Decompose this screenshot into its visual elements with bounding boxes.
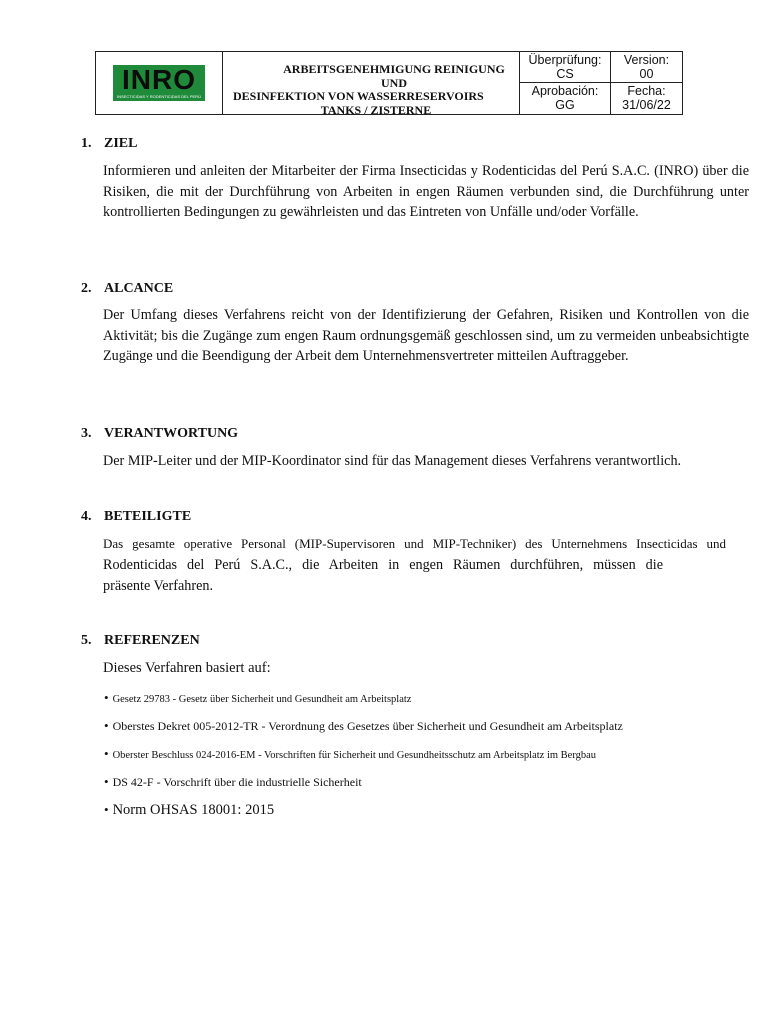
version-value: 00 [639, 67, 654, 81]
reference-item [104, 802, 274, 819]
date-label: Fecha: [627, 84, 666, 98]
section-text-alcance: Der Umfang dieses Verfahrens reicht von der Identifizierung der Gefahren, Risiken und Kontrollen von die Aktivität; bis die Zugänge zum engen Raum ordnungsgemäß geschlossen sind, um zu vermeiden unbeabsichtigte Zugänge und die Beendigung der Arbeit dem Unternehmensvertreter mitteilen Auftraggeber. [103, 307, 749, 365]
section-heading-referenzen [81, 633, 200, 649]
bullet-icon: • [104, 690, 109, 705]
date-value: 31/06/22 [622, 98, 671, 112]
section-text-beteiligte-line-2: Rodenticidas del Perú S.A.C., die Arbeiten in engen Räumen durchführen, müssen die [103, 557, 663, 573]
approval-value: GG [555, 98, 575, 112]
document-title [233, 63, 519, 117]
review-cell [520, 52, 611, 83]
bullet-icon: • [104, 746, 109, 761]
section-title: BETEILIGTE [104, 509, 192, 524]
bullet-icon: • [104, 774, 109, 789]
version-cell [611, 52, 682, 83]
section-number: 2. [81, 281, 92, 296]
section-text-beteiligte-line-1: Das gesamte operative Personal (MIP-Supervisoren und MIP-Techniker) des Unternehmens Insecticidas und [103, 536, 726, 551]
reference-item-text: Gesetz 29783 - Gesetz über Sicherheit und Gesundheit am Arbeitsplatz [112, 694, 412, 705]
reference-item-text: Oberstes Dekret 005-2012-TR - Verordnung des Gesetzes über Sicherheit und Gesundheit am Arbeitsplatz [112, 719, 623, 733]
section-heading-beteiligte [81, 509, 191, 525]
version-label: Version: [623, 53, 670, 67]
logo-word: INRO [122, 64, 196, 95]
section-title: ALCANCE [104, 281, 174, 296]
section-number: 4. [81, 509, 92, 524]
section-text-ziel: Informieren und anleiten der Mitarbeiter der Firma Insecticidas y Rodenticidas del Perú S.A.C. (INRO) über die Risiken, die mit der Durchführung von Arbeiten in engen Räumen verbunden sind, die Durchführung unter kontrollierten Bedingungen zu gewährleisten und das Eintreten von Unfälle und/oder Vorfälle. [103, 163, 749, 221]
title-cell [223, 52, 520, 117]
reference-item-text: Norm OHSAS 18001: 2015 [112, 802, 275, 818]
bullet-icon: • [104, 718, 109, 733]
reference-item [104, 774, 362, 790]
references-intro: Dieses Verfahren basiert auf: [103, 660, 271, 676]
reference-item [104, 690, 411, 706]
section-number: 5. [81, 633, 92, 648]
reference-item [104, 718, 623, 734]
inro-logo [113, 65, 205, 101]
review-value: CS [556, 67, 574, 81]
title-line-3: TANKS / ZISTERNE [320, 102, 432, 117]
review-label: Überprüfung: [528, 53, 602, 67]
approval-cell [520, 83, 611, 114]
date-cell [611, 83, 682, 114]
bullet-icon: • [104, 802, 109, 817]
reference-item-text: Oberster Beschluss 024-2016-EM - Vorschriften für Sicherheit und Gesundheitsschutz am Arbeitsplatz im Bergbau [112, 750, 597, 761]
document-header-table [95, 51, 683, 115]
reference-item [104, 746, 596, 762]
title-line-2: DESINFEKTION VON WASSERRESERVOIRS [233, 89, 484, 103]
section-title: REFERENZEN [104, 633, 200, 648]
title-line-1: ARBEITSGENEHMIGUNG REINIGUNG UND [283, 62, 505, 90]
section-heading-ziel [81, 136, 137, 152]
logo-cell [96, 52, 223, 114]
section-heading-alcance [81, 281, 173, 297]
section-number: 3. [81, 426, 92, 441]
logo-subtext: INSECTICIDAS Y RODENTICIDAS DEL PERÚ [117, 94, 201, 99]
section-title: ZIEL [104, 136, 138, 151]
approval-label: Aprobación: [531, 84, 599, 98]
reference-item-text: DS 42-F - Vorschrift über die industrielle Sicherheit [112, 775, 362, 789]
section-text-verantwortung: Der MIP-Leiter und der MIP-Koordinator sind für das Management dieses Verfahrens verantwortlich. [103, 453, 682, 469]
section-text-beteiligte-line-3: präsente Verfahren. [103, 578, 214, 594]
section-number: 1. [81, 136, 92, 151]
section-heading-verantwortung [81, 426, 238, 442]
section-title: VERANTWORTUNG [104, 426, 239, 441]
